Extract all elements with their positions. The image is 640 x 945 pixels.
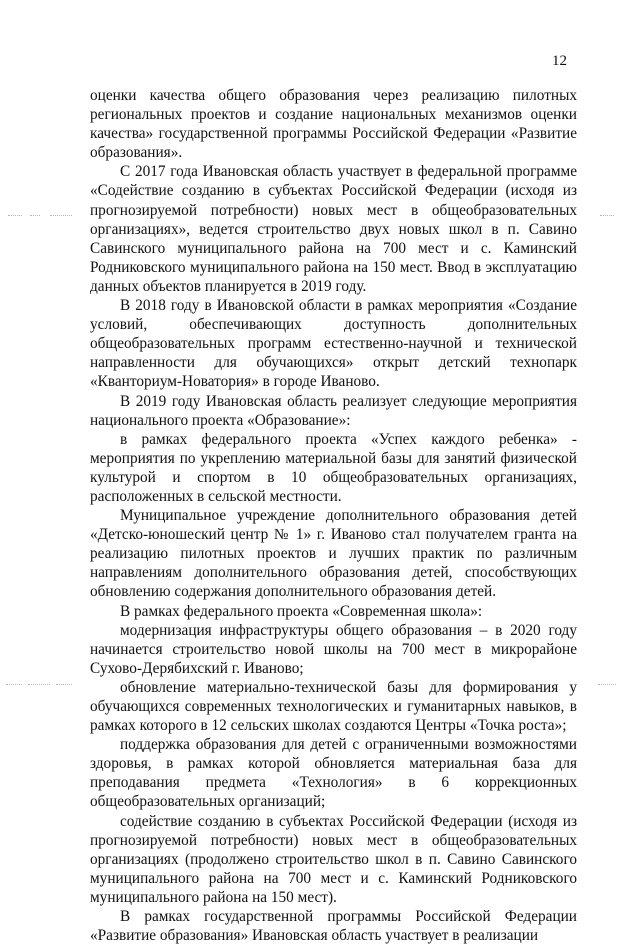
- paragraph: В 2019 году Ивановская область реализует следующие мероприятия национального проекта «Образование»:: [90, 392, 577, 429]
- paragraph: В рамках федерального проекта «Современная школа»:: [120, 602, 483, 620]
- paragraph: Муниципальное учреждение дополнительного образования детей «Детско-юношеский центр № 1» г. Иваново стал получателем гранта на реализацию пилотных проектов и лучших практик по различным направлениям дополнительного образования детей, способствующих обновлению содержания дополнительного образования детей.: [90, 507, 577, 601]
- page-number: 12: [552, 53, 567, 69]
- body-text: [90, 86, 577, 945]
- paragraph: В 2018 году в Ивановской области в рамках мероприятия «Создание условий, обеспечивающих доступность дополнительных общеобразовательных программ естественно-научной и технической направленности для обучающихся» открыт детский технопарк «Кванториум-Новатория» в городе Иваново.: [90, 297, 577, 391]
- paragraph: в рамках федерального проекта «Успех каждого ребенка» - мероприятия по укреплению материальной базы для занятий физической культурой и спортом в 10 общеобразовательных организациях, расположенных в сельской местности.: [90, 430, 577, 505]
- paragraph: поддержка образования для детей с ограниченными возможностями здоровья, в рамках которой обновляется материальная база для преподавания предмета «Технология» в 6 коррекционных общеобразовательных организаций;: [90, 736, 577, 811]
- paragraph: оценки качества общего образования через реализацию пилотных региональных проектов и создание национальных механизмов оценки качества» государственной программы Российской Федерации «Развитие образования».: [90, 87, 577, 162]
- paragraph: содействие созданию в субъектах Российской Федерации (исходя из прогнозируемой потребности) новых мест в общеобразовательных организациях (продолжено строительство школ в п. Савино Савинского муниципального района на 700 мест и с. Каминский Родниковского муниципального района на 150 мест).: [90, 812, 577, 906]
- paragraph: В рамках государственной программы Российской Федерации «Развитие образования» Ивановская область участвует в реализации: [90, 908, 577, 945]
- paragraph: модернизация инфраструктуры общего образования – в 2020 году начинается строительство новой школы на 700 мест в микрорайоне Сухово-Дерябихский г. Иваново;: [90, 621, 577, 677]
- paragraph: С 2017 года Ивановская область участвует в федеральной программе «Содействие созданию в субъектах Российской Федерации (исходя из прогнозируемой потребности) новых мест в общеобразовательных организациях», ведется строительство двух новых школ в п. Савино Савинского муниципального района на 700 мест и с. Каминский Родниковского муниципального района на 150 мест. Ввод в эксплуатацию данных объектов планируется в 2019 году.: [90, 163, 577, 295]
- paragraph: обновление материально-технической базы для формирования у обучающихся современных технологических и гуманитарных навыков, в рамках которого в 12 сельских школах создаются Центры «Точка роста»;: [90, 678, 577, 735]
